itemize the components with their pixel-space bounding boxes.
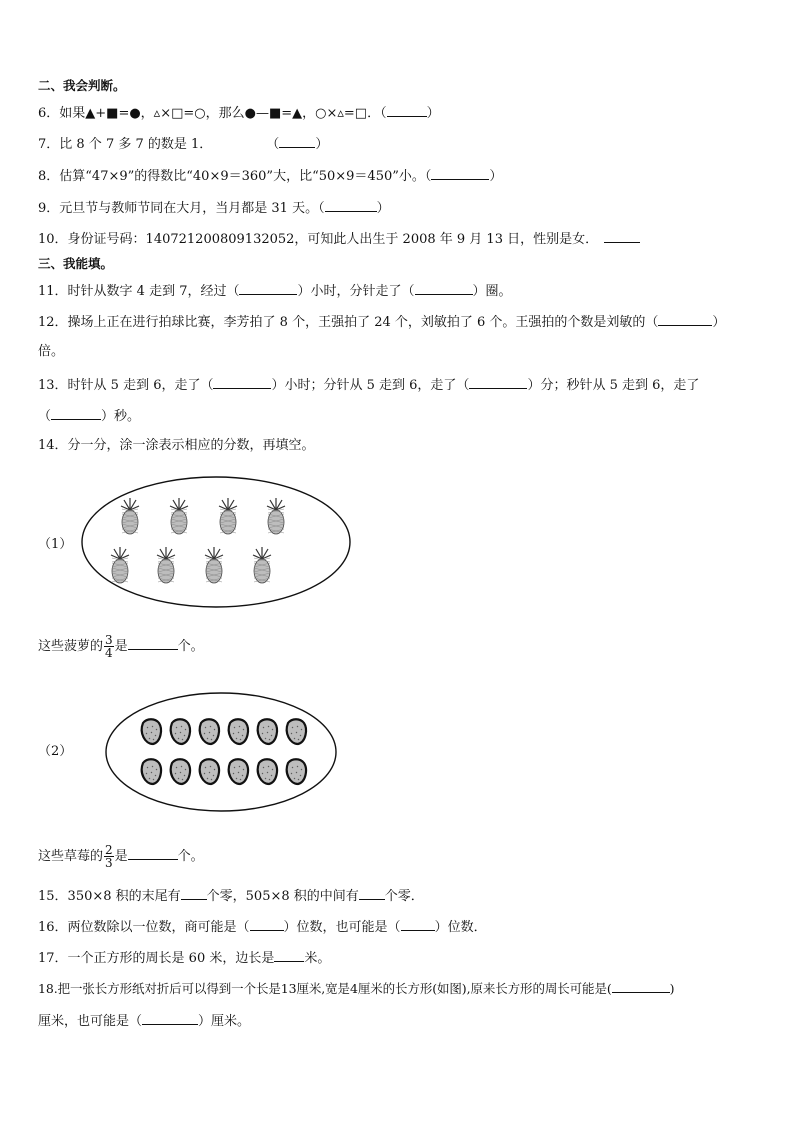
answer-blank[interactable] bbox=[387, 104, 427, 117]
figure-label-1: （1） bbox=[38, 537, 73, 552]
question-11: 11．时针从数字 4 走到 7，经过（ ）小时，分针走了（ ）圈。 bbox=[38, 284, 512, 299]
answer-blank[interactable] bbox=[415, 282, 473, 295]
strawberry-icon bbox=[229, 759, 248, 784]
answer-blank[interactable] bbox=[469, 376, 527, 389]
strawberry-icon bbox=[142, 719, 161, 744]
figure-label-2: （2） bbox=[38, 744, 73, 759]
answer-blank[interactable] bbox=[181, 887, 207, 900]
answer-blank[interactable] bbox=[250, 918, 284, 931]
answer-blank[interactable] bbox=[431, 167, 489, 180]
question-8: 8．估算“47×9”的得数比“40×9＝360”大，比“50×9＝450”小。（ ） bbox=[38, 169, 503, 184]
q14-part1-answer: 这些菠萝的 $\frac{3}{4}$ 是 个。 bbox=[38, 633, 204, 660]
strawberry-icon bbox=[200, 759, 219, 784]
answer-blank[interactable] bbox=[142, 1012, 198, 1025]
pineapple-icon bbox=[111, 547, 129, 583]
question-16: 16．两位数除以一位数，商可能是（ ）位数，也可能是（ ）位数． bbox=[38, 920, 487, 935]
question-9: 9．元旦节与教师节同在大月，当月都是 31 天。（ ） bbox=[38, 201, 390, 216]
fraction-two-thirds: $\frac{2}{3}$ bbox=[105, 843, 113, 870]
strawberry-icon bbox=[287, 719, 306, 744]
strawberry-icon bbox=[142, 759, 161, 784]
q14-part2-answer: 这些草莓的 $\frac{2}{3}$ 是 个。 bbox=[38, 843, 204, 870]
question-18-line2: 厘米，也可能是（ ）厘米。 bbox=[38, 1014, 251, 1029]
pineapple-icon bbox=[121, 498, 139, 534]
pineapple-icon bbox=[170, 498, 188, 534]
answer-blank[interactable] bbox=[658, 313, 712, 326]
oval-frame bbox=[106, 693, 336, 811]
pineapple-icon bbox=[219, 498, 237, 534]
answer-blank[interactable] bbox=[274, 949, 304, 962]
pineapple-icon bbox=[205, 547, 223, 583]
question-12: 12．操场上正在进行拍球比赛，李芳拍了 8 个，王强拍了 24 个，刘敏拍了 6 个。王强拍的个数是刘敏的（ ） bbox=[38, 315, 726, 330]
pineapple-icon bbox=[253, 547, 271, 583]
answer-blank[interactable] bbox=[604, 230, 640, 243]
pineapple-icon bbox=[267, 498, 285, 534]
answer-blank[interactable] bbox=[213, 376, 271, 389]
strawberry-icon bbox=[258, 759, 277, 784]
strawberry-icon bbox=[229, 719, 248, 744]
pineapple-figure bbox=[80, 474, 352, 610]
strawberry-icon bbox=[171, 759, 190, 784]
answer-blank[interactable] bbox=[51, 407, 101, 420]
question-15: 15．350×8 积的末尾有 个零，505×8 积的中间有 个零． bbox=[38, 889, 424, 904]
strawberry-icon bbox=[287, 759, 306, 784]
answer-blank[interactable] bbox=[359, 887, 385, 900]
question-13: 13．时针从 5 走到 6，走了（ ）小时；分针从 5 走到 6，走了（ ）分；秒针从 5 走到 6，走了 bbox=[38, 378, 700, 393]
strawberry-icon bbox=[200, 719, 219, 744]
answer-blank[interactable] bbox=[612, 980, 670, 993]
question-7: 7．比 8 个 7 多 7 的数是 1． （ ） bbox=[38, 137, 329, 152]
answer-blank[interactable] bbox=[239, 282, 297, 295]
question-18: 18.把一张长方形纸对折后可以得到一个长是13厘米,宽是4厘米的长方形(如图),原来长方形的周长可能是( ) bbox=[38, 981, 675, 996]
question-12-line2: 倍。 bbox=[38, 344, 65, 359]
answer-blank[interactable] bbox=[279, 135, 315, 148]
question-17: 17．一个正方形的周长是 60 米，边长是 米。 bbox=[38, 951, 331, 966]
oval-frame bbox=[82, 477, 350, 607]
answer-blank[interactable] bbox=[128, 847, 178, 860]
answer-blank[interactable] bbox=[325, 199, 377, 212]
answer-blank[interactable] bbox=[128, 637, 178, 650]
answer-blank[interactable] bbox=[401, 918, 435, 931]
section-title-fill: 三、我能填。 bbox=[38, 256, 114, 271]
pineapple-icon bbox=[157, 547, 175, 583]
section-title-judge: 二、我会判断。 bbox=[38, 78, 126, 93]
question-6: 6．如果▲+■=●，▵×□=○，那么●—■=▲，○×▵=□．（ ） bbox=[38, 106, 440, 121]
strawberry-icon bbox=[171, 719, 190, 744]
strawberry-icon bbox=[258, 719, 277, 744]
question-10: 10．身份证号码：140721200809132052，可知此人出生于 2008 年 9 月 13 日，性别是女． bbox=[38, 230, 640, 248]
question-13-line2: （ ）秒。 bbox=[38, 409, 141, 424]
question-14: 14．分一分，涂一涂表示相应的分数，再填空。 bbox=[38, 438, 315, 453]
fraction-three-quarters: $\frac{3}{4}$ bbox=[105, 633, 113, 660]
strawberry-figure bbox=[104, 690, 338, 814]
